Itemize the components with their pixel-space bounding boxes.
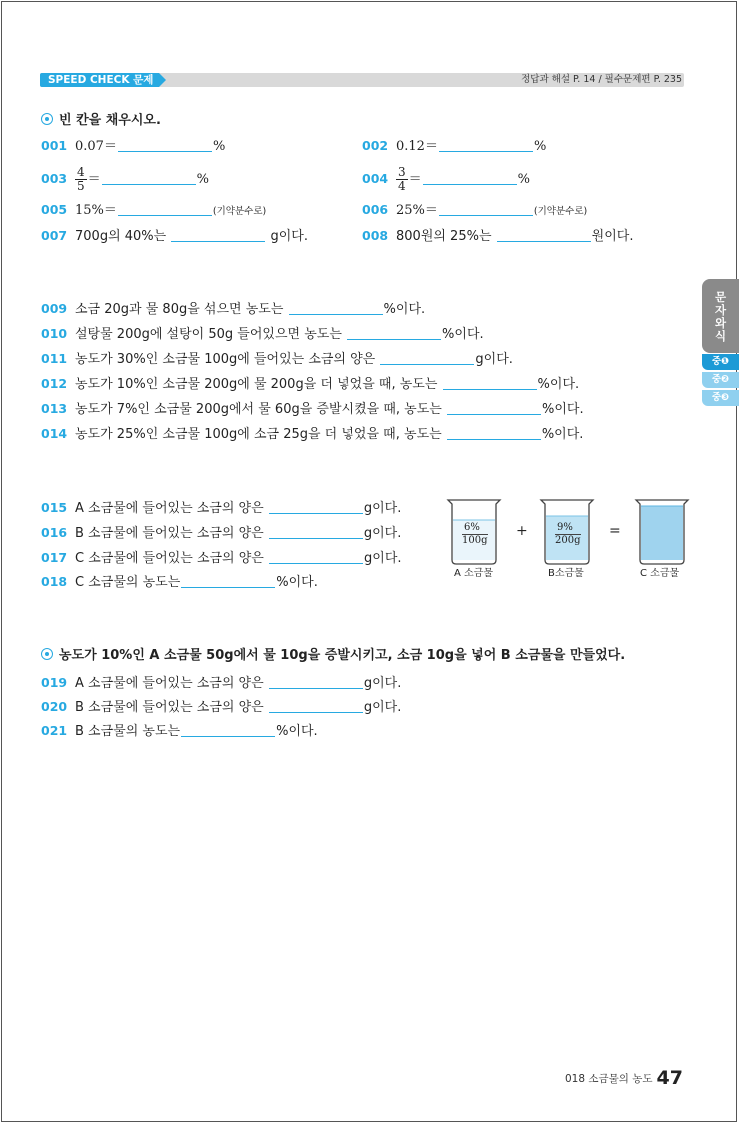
question-019 bbox=[41, 672, 401, 694]
answer-blank[interactable] bbox=[447, 423, 541, 440]
answer-blank[interactable] bbox=[269, 672, 363, 689]
question-text: ＝ bbox=[87, 172, 101, 187]
question-suffix: g이다. bbox=[364, 551, 402, 566]
page-footer bbox=[565, 1066, 683, 1091]
question-010 bbox=[41, 323, 484, 345]
question-002 bbox=[362, 135, 546, 157]
question-020 bbox=[41, 696, 401, 718]
footer-section-label: 018 소금물의 농도 bbox=[564, 1073, 653, 1085]
question-number: 003 bbox=[41, 171, 68, 186]
question-text: 농도가 10%인 소금물 200g에 물 200g을 더 넣었을 때, 농도는 bbox=[75, 377, 438, 392]
equals-sign: = bbox=[609, 523, 621, 539]
question-suffix: % bbox=[533, 139, 547, 154]
beaker-b-concentration: 9% bbox=[557, 522, 573, 533]
question-006 bbox=[362, 199, 587, 221]
beaker-a-concentration: 6% bbox=[464, 522, 480, 533]
fraction-denominator: 5 bbox=[77, 179, 85, 193]
instruction-problem bbox=[41, 646, 625, 666]
question-text: ＝ bbox=[408, 172, 422, 187]
question-004 bbox=[362, 164, 530, 194]
instruction-text: 농도가 10%인 A 소금물 50g에서 물 10g을 증발시키고, 소금 10g을 넣어 B 소금물을 만들었다. bbox=[59, 648, 626, 663]
page-number: 47 bbox=[656, 1067, 683, 1089]
question-017 bbox=[41, 547, 402, 569]
question-number: 019 bbox=[41, 675, 68, 690]
question-suffix: g이다. bbox=[270, 229, 309, 244]
question-009 bbox=[41, 298, 425, 320]
question-number: 011 bbox=[41, 351, 68, 366]
answer-blank[interactable] bbox=[439, 199, 533, 216]
question-suffix: (기약분수로) bbox=[212, 206, 267, 217]
answer-blank[interactable] bbox=[118, 135, 212, 152]
question-suffix: g이다. bbox=[475, 352, 513, 367]
speed-check-tag: SPEED CHECK 문제 bbox=[40, 73, 159, 87]
question-suffix: (기약분수로) bbox=[533, 206, 588, 217]
answer-blank[interactable] bbox=[447, 398, 541, 415]
question-suffix: g이다. bbox=[363, 700, 402, 715]
question-suffix: %이다. bbox=[442, 327, 484, 342]
question-number: 002 bbox=[362, 138, 389, 153]
chapter-tab-char: 자 bbox=[714, 303, 727, 317]
question-number: 014 bbox=[41, 426, 68, 441]
question-text: 0.07＝ bbox=[75, 139, 117, 154]
beaker-c-icon bbox=[636, 500, 688, 564]
fraction-denominator: 4 bbox=[398, 179, 406, 193]
question-number: 013 bbox=[41, 401, 68, 416]
instruction-fill bbox=[41, 111, 161, 131]
answer-blank[interactable] bbox=[269, 522, 363, 539]
fraction-numerator: 4 bbox=[77, 165, 85, 179]
fraction-numerator: 3 bbox=[398, 165, 406, 179]
question-suffix: %이다. bbox=[383, 302, 426, 317]
question-suffix: % bbox=[517, 172, 531, 187]
question-008 bbox=[362, 225, 633, 247]
answer-blank[interactable] bbox=[181, 571, 275, 588]
question-number: 006 bbox=[362, 202, 389, 217]
question-001 bbox=[41, 135, 225, 157]
question-text: 25%＝ bbox=[396, 203, 438, 218]
target-bullet-icon bbox=[41, 113, 53, 125]
beaker-a-mass: 100g bbox=[462, 535, 488, 546]
chapter-tab-char: 식 bbox=[714, 329, 727, 343]
question-003 bbox=[41, 164, 209, 194]
plus-sign: + bbox=[516, 523, 528, 539]
question-suffix: %이다. bbox=[541, 427, 584, 442]
question-number: 009 bbox=[41, 301, 68, 316]
answer-blank[interactable] bbox=[443, 373, 537, 390]
answer-blank[interactable] bbox=[171, 225, 265, 242]
question-015 bbox=[41, 497, 401, 519]
question-suffix: g이다. bbox=[363, 526, 402, 541]
beaker-a-label: A 소금물 bbox=[454, 568, 493, 579]
question-005 bbox=[41, 199, 266, 221]
question-number: 021 bbox=[41, 723, 68, 738]
chapter-tab-char: 문 bbox=[714, 290, 727, 304]
beaker-b-label: B소금물 bbox=[548, 568, 584, 579]
question-suffix: g이다. bbox=[363, 501, 402, 516]
answer-blank[interactable] bbox=[289, 298, 383, 315]
question-text: B 소금물에 들어있는 소금의 양은 bbox=[75, 700, 264, 715]
answer-blank[interactable] bbox=[439, 135, 533, 152]
answer-blank[interactable] bbox=[423, 168, 517, 185]
fraction bbox=[75, 166, 87, 193]
question-number: 008 bbox=[362, 228, 389, 243]
question-text: 700g의 40%는 bbox=[75, 229, 167, 244]
question-007 bbox=[41, 225, 308, 247]
question-012 bbox=[41, 373, 579, 395]
question-018 bbox=[41, 571, 318, 593]
question-011 bbox=[41, 348, 513, 370]
question-suffix: % bbox=[212, 139, 226, 154]
question-suffix: % bbox=[196, 172, 210, 187]
answer-blank[interactable] bbox=[181, 720, 275, 737]
question-text: 농도가 7%인 소금물 200g에서 물 60g을 증발시켰을 때, 농도는 bbox=[75, 402, 442, 417]
question-number: 018 bbox=[41, 574, 68, 589]
question-number: 016 bbox=[41, 525, 68, 540]
answer-blank[interactable] bbox=[102, 168, 196, 185]
answer-reference: 정답과 해설 P. 14 / 필수문제편 P. 235 bbox=[521, 74, 682, 85]
question-text: 소금 20g과 물 80g을 섞으면 농도는 bbox=[75, 302, 284, 317]
question-number: 015 bbox=[41, 500, 68, 515]
question-text: C 소금물에 들어있는 소금의 양은 bbox=[75, 551, 264, 566]
question-text: 0.12＝ bbox=[396, 139, 438, 154]
answer-blank[interactable] bbox=[118, 199, 212, 216]
question-text: A 소금물에 들어있는 소금의 양은 bbox=[75, 501, 264, 516]
question-number: 004 bbox=[362, 171, 389, 186]
grade-tab-2[interactable]: 중❷ bbox=[702, 372, 739, 388]
question-suffix: g이다. bbox=[363, 676, 402, 691]
question-text: C 소금물의 농도는 bbox=[75, 575, 181, 590]
question-016 bbox=[41, 522, 401, 544]
beaker-b-mass: 200g bbox=[555, 535, 581, 546]
question-text: 15%＝ bbox=[75, 203, 117, 218]
instruction-text: 빈 칸을 채우시오. bbox=[59, 113, 161, 128]
question-suffix: 원이다. bbox=[591, 229, 634, 244]
beaker-c-label: C 소금물 bbox=[640, 568, 680, 579]
fraction bbox=[396, 166, 408, 193]
question-number: 020 bbox=[41, 699, 68, 714]
question-suffix: %이다. bbox=[276, 724, 318, 739]
grade-tab-3[interactable]: 중❸ bbox=[702, 390, 739, 406]
question-text: 농도가 30%인 소금물 100g에 들어있는 소금의 양은 bbox=[75, 352, 376, 367]
answer-blank[interactable] bbox=[347, 323, 441, 340]
answer-blank[interactable] bbox=[269, 497, 363, 514]
question-021 bbox=[41, 720, 318, 742]
question-number: 012 bbox=[41, 376, 68, 391]
grade-tab-1[interactable]: 중❶ bbox=[702, 354, 739, 370]
question-text: A 소금물에 들어있는 소금의 양은 bbox=[75, 676, 264, 691]
target-bullet-icon bbox=[41, 648, 53, 660]
question-text: B 소금물의 농도는 bbox=[75, 724, 181, 739]
answer-blank[interactable] bbox=[380, 348, 474, 365]
question-suffix: %이다. bbox=[537, 377, 580, 392]
question-suffix: %이다. bbox=[541, 402, 584, 417]
chapter-tab[interactable] bbox=[702, 279, 739, 353]
question-013 bbox=[41, 398, 584, 420]
question-text: B 소금물에 들어있는 소금의 양은 bbox=[75, 526, 264, 541]
beaker-figure bbox=[440, 494, 700, 586]
question-number: 007 bbox=[41, 228, 68, 243]
answer-blank[interactable] bbox=[269, 547, 363, 564]
question-number: 001 bbox=[41, 138, 68, 153]
question-text: 800원의 25%는 bbox=[396, 229, 492, 244]
chapter-tab-char: 와 bbox=[714, 316, 727, 330]
question-text: 설탕물 200g에 설탕이 50g 들어있으면 농도는 bbox=[75, 327, 342, 342]
question-text: 농도가 25%인 소금물 100g에 소금 25g을 더 넣었을 때, 농도는 bbox=[75, 427, 442, 442]
answer-blank[interactable] bbox=[497, 225, 591, 242]
question-suffix: %이다. bbox=[276, 575, 318, 590]
question-014 bbox=[41, 423, 583, 445]
question-number: 017 bbox=[41, 550, 68, 565]
question-number: 010 bbox=[41, 326, 68, 341]
question-number: 005 bbox=[41, 202, 68, 217]
answer-blank[interactable] bbox=[269, 696, 363, 713]
